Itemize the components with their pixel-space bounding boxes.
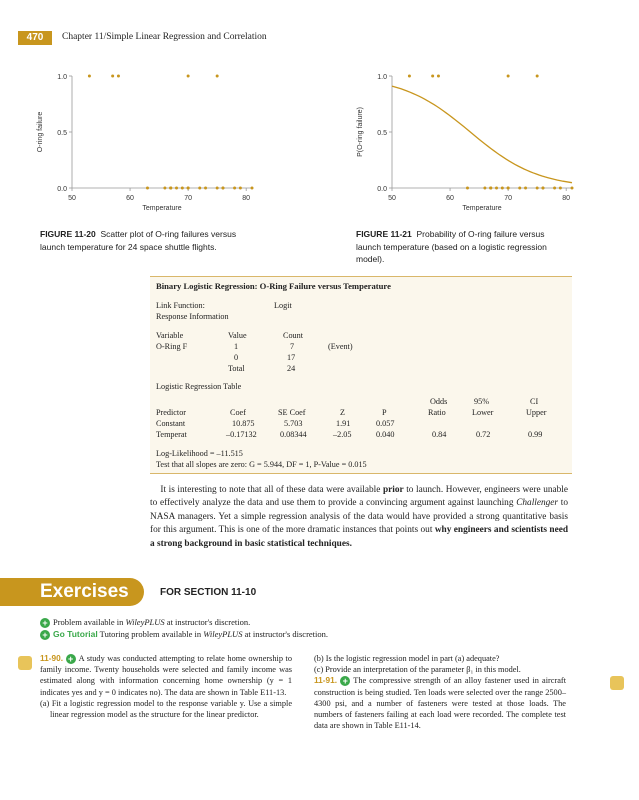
success-point — [524, 187, 527, 190]
success-point — [507, 187, 510, 190]
hdr-upper: Upper — [526, 408, 547, 417]
link-function-label: Link Function: — [156, 301, 205, 310]
page-number: 470 — [18, 31, 52, 45]
success-point — [163, 187, 166, 190]
success-point — [239, 187, 242, 190]
x-tick-label: 70 — [184, 195, 193, 202]
success-point — [198, 187, 201, 190]
hdr-coef: Coef — [230, 408, 246, 417]
x-tick-label: 80 — [242, 195, 251, 202]
body-bold-prior: prior — [382, 485, 404, 495]
x-tick-label: 60 — [126, 195, 134, 202]
y-axis-label: P(O-ring failure) — [357, 107, 364, 157]
resp-row-3-count: 24 — [287, 364, 296, 373]
x-axis-label: Temperature — [142, 205, 182, 212]
y-axis-label: O-ring failure — [37, 111, 44, 153]
failure-point — [88, 75, 91, 78]
x-tick-label: 50 — [388, 195, 396, 202]
resp-variable-name: O-Ring F — [156, 342, 188, 351]
hdr-ratio: Ratio — [428, 408, 446, 417]
hdr-predictor: Predictor — [156, 408, 187, 417]
success-point — [169, 187, 172, 190]
link-function-value: Logit — [274, 301, 292, 310]
row-temp-lower: 0.72 — [476, 430, 491, 439]
failure-point — [408, 75, 411, 78]
resp-row-1-count: 7 — [290, 342, 295, 351]
body-text-1: It is interesting to note that all of these data were available — [160, 485, 383, 495]
row-constant-z: 1.91 — [336, 419, 351, 428]
legend2-text-a: Tutoring problem available in — [97, 629, 204, 639]
success-point — [518, 187, 521, 190]
hdr-se-coef: SE Coef — [278, 408, 306, 417]
x-axis-label: Temperature — [462, 205, 502, 212]
slope-test: Test that all slopes are zero: G = 5.944, DF = 1, P-Value = 0.015 — [156, 460, 367, 469]
hdr-z: Z — [340, 408, 346, 417]
response-info-heading: Response Information — [156, 312, 229, 321]
figure-11-21-logistic-plot — [350, 62, 580, 222]
plus-icon: + — [40, 630, 50, 640]
figure-11-20-scatter-plot — [30, 62, 260, 222]
success-point — [175, 187, 178, 190]
hdr-ci: CI — [530, 397, 539, 406]
running-head: Chapter 11/Simple Linear Regression and Correlation — [62, 32, 267, 42]
body-text-3: to NASA managers. Yet a simple regression analysis of the data would have provided a strong quantitative basis for this argument. This is one of the more dramatic instances that points out — [150, 498, 568, 536]
y-tick-label: 0.5 — [57, 130, 67, 137]
y-tick-label: 0.0 — [57, 186, 67, 193]
y-tick-label: 1.0 — [377, 74, 387, 81]
exercise-11-90 — [40, 653, 292, 720]
failure-point — [507, 75, 510, 78]
log-likelihood: Log-Likelihood = –11.515 — [156, 449, 243, 458]
resp-row-3-value: Total — [228, 364, 245, 373]
body-bold-conclusion: why engineers and scientists need a strong background in basic statistical techniques. — [150, 525, 568, 549]
exercises-heading: Exercises — [30, 578, 144, 606]
success-point — [495, 187, 498, 190]
failure-point — [117, 75, 120, 78]
figure-11-20-text: Scatter plot of O-ring failures versus launch temperature for 24 space shuttle flights. — [40, 229, 237, 252]
exercise-11-90-text: A study was conducted attempting to relate home ownership to family income. Twenty households were selected and family income was estimated along with information concerning home ownership (y = 1 indicates yes and y = 0 indicates no). The data are shown in Table E11-13. — [40, 654, 292, 697]
exercise-11-90-part-a: (a) Fit a logistic regression model to the response variable y. Use a simple linear regression model as the structure for the linear predictor. — [40, 698, 292, 720]
exercise-11-90-part-c: (c) Provide an interpretation of the parameter β₁ in this model. — [314, 665, 521, 675]
success-point — [204, 187, 207, 190]
output-title: Binary Logistic Regression: O-Ring Failure versus Temperature — [156, 281, 391, 291]
x-tick-label: 60 — [446, 195, 454, 202]
row-temp-coef: –0.17132 — [226, 430, 257, 439]
tutorial-legend — [40, 629, 328, 640]
success-point — [216, 187, 219, 190]
row-constant-se: 5.703 — [284, 419, 303, 428]
body-paragraph — [150, 484, 568, 551]
success-point — [501, 187, 504, 190]
failure-point — [216, 75, 219, 78]
y-tick-label: 0.0 — [377, 186, 387, 193]
success-point — [489, 187, 492, 190]
failure-point — [431, 75, 434, 78]
failure-point — [536, 75, 539, 78]
failure-point — [111, 75, 114, 78]
logistic-curve — [392, 86, 572, 183]
legend1-text-a: Problem available in — [53, 617, 126, 627]
minitab-output — [150, 276, 572, 474]
row-temp-p: 0.040 — [376, 430, 395, 439]
success-point — [466, 187, 469, 190]
resp-row-2-count: 17 — [287, 353, 296, 362]
logistic-table-title: Logistic Regression Table — [156, 382, 242, 391]
row-constant-name: Constant — [156, 419, 186, 428]
figure-11-20-caption — [40, 228, 260, 253]
legend1-text-b: WileyPLUS — [125, 617, 165, 627]
row-constant-p: 0.057 — [376, 419, 395, 428]
hdr-odds: Odds — [430, 397, 448, 406]
figure-11-20-label: FIGURE 11-20 — [40, 229, 96, 239]
success-point — [251, 187, 254, 190]
hdr-p: P — [382, 408, 387, 417]
resp-header-count: Count — [283, 331, 304, 340]
right-column — [314, 653, 566, 731]
figure-11-21-caption — [356, 228, 571, 266]
exercise-11-91-number: 11-91. — [314, 675, 338, 686]
exercises-band-left — [0, 578, 30, 606]
body-italic-challenger: Challenger — [516, 498, 559, 509]
wileyplus-legend — [40, 617, 250, 628]
resp-row-1-value: 1 — [234, 342, 239, 351]
row-constant-coef: 10.875 — [232, 419, 255, 428]
success-point — [187, 187, 190, 190]
exercise-11-90-number: 11-90. — [40, 653, 64, 663]
plus-icon: + — [66, 654, 76, 664]
margin-marker-left — [18, 656, 32, 670]
row-temp-se: 0.08344 — [280, 430, 307, 439]
x-tick-label: 50 — [68, 195, 76, 202]
success-point — [146, 187, 149, 190]
y-tick-label: 1.0 — [57, 74, 67, 81]
success-point — [541, 187, 544, 190]
figure-11-21-text: Probability of O-ring failure versus launch temperature (based on a logistic regression model). — [356, 229, 547, 264]
success-point — [181, 187, 184, 190]
resp-header-variable: Variable — [156, 331, 184, 340]
exercise-11-91 — [314, 675, 566, 731]
legend1-text-c: at instructor's discretion. — [164, 617, 251, 627]
legend2-text-c: at instructor's discretion. — [242, 629, 329, 639]
resp-row-2-value: 0 — [234, 353, 239, 362]
row-temp-ratio: 0.84 — [432, 430, 447, 439]
body-text-2: to launch. However, engineers were unable to effectively analyze the data and use them to provide a convincing argument against launching — [150, 485, 568, 509]
exercise-11-91-text: The compressive strength of an alloy fastener used in aircraft construction is being studied. Ten loads were selected over the range 2500–4300 psi, and a number of fasteners were tested at those loads. The numbers of fasteners failing at each load were recorded. The complete test data are shown in Table E11-14. — [314, 676, 567, 731]
legend2-text-b: WileyPLUS — [203, 629, 243, 639]
success-point — [571, 187, 574, 190]
row-temp-upper: 0.99 — [528, 430, 543, 439]
failure-point — [437, 75, 440, 78]
plus-icon: + — [340, 676, 350, 686]
row-temp-name: Temperat — [156, 430, 187, 439]
y-tick-label: 0.5 — [377, 130, 387, 137]
resp-row-1-note: (Event) — [328, 342, 353, 351]
success-point — [233, 187, 236, 190]
plus-icon: + — [40, 618, 50, 628]
failure-point — [187, 75, 190, 78]
success-point — [483, 187, 486, 190]
go-tutorial-label: Go Tutorial — [53, 629, 98, 639]
success-point — [221, 187, 224, 190]
row-temp-z: –2.05 — [333, 430, 352, 439]
hdr-95: 95% — [474, 397, 490, 406]
success-point — [553, 187, 556, 190]
x-tick-label: 70 — [504, 195, 513, 202]
exercises-section-label: FOR SECTION 11-10 — [160, 587, 257, 598]
margin-marker-right — [610, 676, 624, 690]
resp-header-value: Value — [228, 331, 247, 340]
hdr-lower: Lower — [472, 408, 494, 417]
figure-11-21-label: FIGURE 11-21 — [356, 229, 412, 239]
exercise-11-90-part-b: (b) Is the logistic regression model in part (a) adequate? — [314, 654, 500, 663]
x-tick-label: 80 — [562, 195, 571, 202]
success-point — [536, 187, 539, 190]
success-point — [559, 187, 562, 190]
